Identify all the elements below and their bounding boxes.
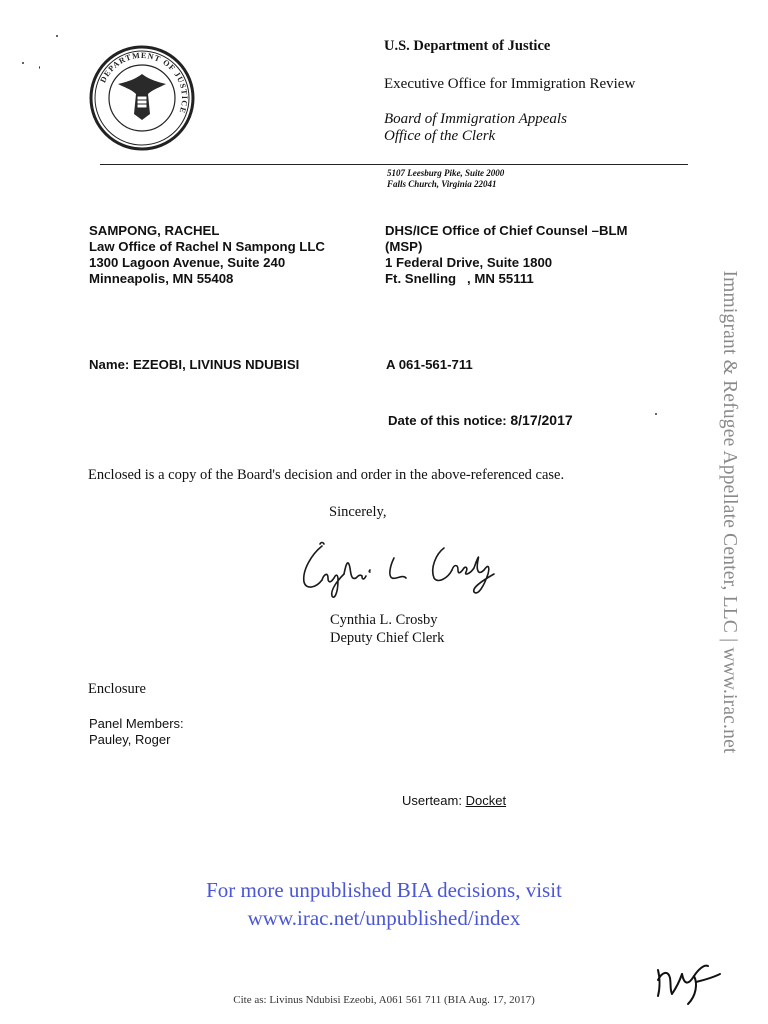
respondent-name: Name: EZEOBI, LIVINUS NDUBISI (89, 357, 300, 372)
panel-member-name: Pauley, Roger (89, 732, 171, 747)
agency-name: U.S. Department of Justice (384, 38, 551, 54)
userteam-label: Userteam: (402, 793, 462, 808)
svg-text:DEPARTMENT OF JUSTICE: DEPARTMENT OF JUSTICE (98, 50, 190, 115)
signer-block (330, 611, 444, 647)
side-watermark: Immigrant & Refugee Appellate Center, LLC | www.irac.net (719, 270, 740, 754)
notice-date-value: 8/17/2017 (510, 412, 573, 428)
recipient-address-right (385, 223, 628, 287)
more-decisions-text: For more unpublished BIA decisions, visit (206, 878, 562, 902)
more-decisions-link[interactable]: www.irac.net/unpublished/index (247, 906, 521, 930)
board-address (387, 168, 504, 190)
recipient-name: SAMPONG, RACHEL (89, 223, 220, 238)
scan-speck (655, 413, 657, 415)
handwritten-signature (294, 534, 499, 604)
signer-title: Deputy Chief Clerk (330, 630, 445, 646)
office-name: Executive Office for Immigration Review (384, 76, 636, 92)
board-city: Falls Church, Virginia 22041 (387, 179, 497, 189)
notice-date-label: Date of this notice: (388, 413, 507, 428)
board-street: 5107 Leesburg Pike, Suite 2000 (387, 168, 505, 178)
alien-number: A 061-561-711 (386, 357, 473, 372)
dhs-city: Ft. Snelling , MN 55111 (385, 271, 534, 286)
signer-name: Cynthia L. Crosby (330, 612, 438, 628)
board-heading (384, 111, 567, 145)
board-name: Board of Immigration Appeals (384, 111, 567, 127)
recipient-city: Minneapolis, MN 55408 (89, 271, 234, 286)
closing: Sincerely, (329, 504, 387, 520)
dhs-office-line1: DHS/ICE Office of Chief Counsel –BLM (385, 223, 628, 238)
recipient-street: 1300 Lagoon Avenue, Suite 240 (89, 255, 286, 270)
more-decisions-banner (0, 876, 768, 932)
panel-members-label: Panel Members: (89, 716, 184, 731)
enclosed-statement: Enclosed is a copy of the Board's decision and order in the above-referenced case. (88, 467, 565, 483)
citation-footer: Cite as: Livinus Ndubisi Ezeobi, A061 561 711 (BIA Aug. 17, 2017) (233, 994, 535, 1006)
recipient-address-left (89, 223, 325, 287)
scan-speck (39, 66, 40, 69)
scan-speck (56, 35, 58, 37)
recipient-firm: Law Office of Rachel N Sampong LLC (89, 239, 325, 254)
header-divider (100, 164, 688, 165)
dhs-office-line2: (MSP) (385, 239, 423, 254)
dhs-street: 1 Federal Drive, Suite 1800 (385, 255, 553, 270)
scan-speck (22, 62, 24, 64)
enclosure-label: Enclosure (88, 681, 146, 697)
notice-date-line (388, 412, 573, 428)
clerk-office: Office of the Clerk (384, 128, 496, 144)
userteam-line (402, 793, 506, 808)
panel-members (89, 716, 184, 748)
userteam-value: Docket (465, 793, 507, 808)
doj-seal-logo (88, 44, 196, 152)
